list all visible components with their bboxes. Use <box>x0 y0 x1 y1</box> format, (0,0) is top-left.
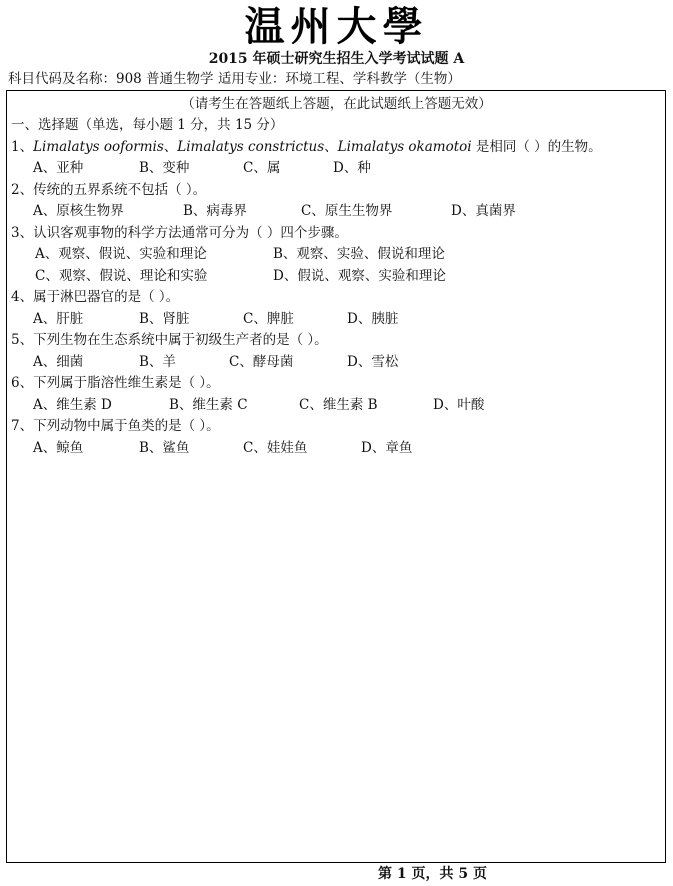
option-b: B、肾脏 <box>139 310 190 327</box>
subject-line: 科目代码及名称：908 普通生物学 适用专业：环境工程、学科教学（生物） <box>8 71 461 87</box>
option-b: B、病毒界 <box>183 203 247 219</box>
question-3-options-row-2 <box>11 266 661 288</box>
question-1-prefix: 1、 <box>11 138 34 155</box>
option-d: D、种 <box>333 160 371 176</box>
option-c: C、属 <box>243 160 281 176</box>
option-b: B、观察、实验、假说和理论 <box>273 246 445 262</box>
question-5-options <box>11 352 661 374</box>
question-1 <box>11 137 661 159</box>
option-b: B、维生素 C <box>169 396 248 413</box>
question-1-suffix: 是相同（ ）的生物。 <box>471 138 602 155</box>
option-d: D、章鱼 <box>361 439 413 456</box>
option-a: A、观察、假说、实验和理论 <box>35 246 207 262</box>
separator: 、 <box>324 138 338 155</box>
option-c: C、脾脏 <box>243 310 294 327</box>
question-2-options <box>11 201 661 223</box>
separator: 、 <box>163 138 178 155</box>
question-3: 3、认识客观事物的科学方法通常可分为（ ）四个步骤。 <box>11 224 348 241</box>
option-d: D、假说、观察、实验和理论 <box>273 267 446 284</box>
option-c: C、维生素 B <box>299 396 378 413</box>
option-a: A、鲸鱼 <box>33 439 84 456</box>
option-c: C、酵母菌 <box>229 353 294 370</box>
question-4-options <box>11 309 661 331</box>
option-d: D、叶酸 <box>433 396 485 413</box>
option-d: D、胰脏 <box>347 310 399 327</box>
option-a: A、维生素 D <box>33 396 112 413</box>
page-number: 第 1 页，共 5 页 <box>378 866 487 882</box>
option-c: C、观察、假说、理论和实验 <box>35 267 208 284</box>
species-name-1: Limalatys ooformis <box>33 138 164 155</box>
option-d: D、真菌界 <box>451 203 516 219</box>
option-a: A、肝脏 <box>33 310 84 327</box>
question-5: 5、下列生物在生态系统中属于初级生产者的是（ ）。 <box>11 332 328 348</box>
option-c: C、原生生物界 <box>301 203 393 219</box>
option-b: B、鲨鱼 <box>139 439 190 456</box>
question-2: 2、传统的五界系统不包括（ ）。 <box>11 181 207 198</box>
question-6-options <box>11 395 661 417</box>
species-name-3: Limalatys okamotoi <box>337 138 472 155</box>
option-a: A、细菌 <box>33 353 84 370</box>
option-a: A、亚种 <box>33 160 84 176</box>
answer-notice: （请考生在答题纸上答题，在此试题纸上答题无效） <box>181 96 492 112</box>
species-name-2: Limalatys constrictus <box>177 138 325 155</box>
option-d: D、雪松 <box>347 353 399 370</box>
question-1-options <box>11 158 661 180</box>
university-logo-text: 温州大學 <box>244 3 429 50</box>
question-4: 4、属于淋巴器官的是（ ）。 <box>11 289 180 305</box>
question-3-options-row-1 <box>11 244 661 266</box>
question-7-options <box>11 438 661 460</box>
question-list <box>11 115 661 459</box>
option-a: A、原核生物界 <box>33 203 124 219</box>
question-7: 7、下列动物中属于鱼类的是（ ）。 <box>11 418 220 434</box>
section-title: 一、选择题（单选，每小题 1 分，共 15 分） <box>11 117 284 133</box>
option-c: C、娃娃鱼 <box>243 439 308 456</box>
option-b: B、羊 <box>139 353 176 370</box>
option-b: B、变种 <box>139 160 190 176</box>
exam-title: 2015 年硕士研究生招生入学考试试题 A <box>208 51 465 67</box>
question-6: 6、下列属于脂溶性维生素是（ ）。 <box>11 375 220 391</box>
